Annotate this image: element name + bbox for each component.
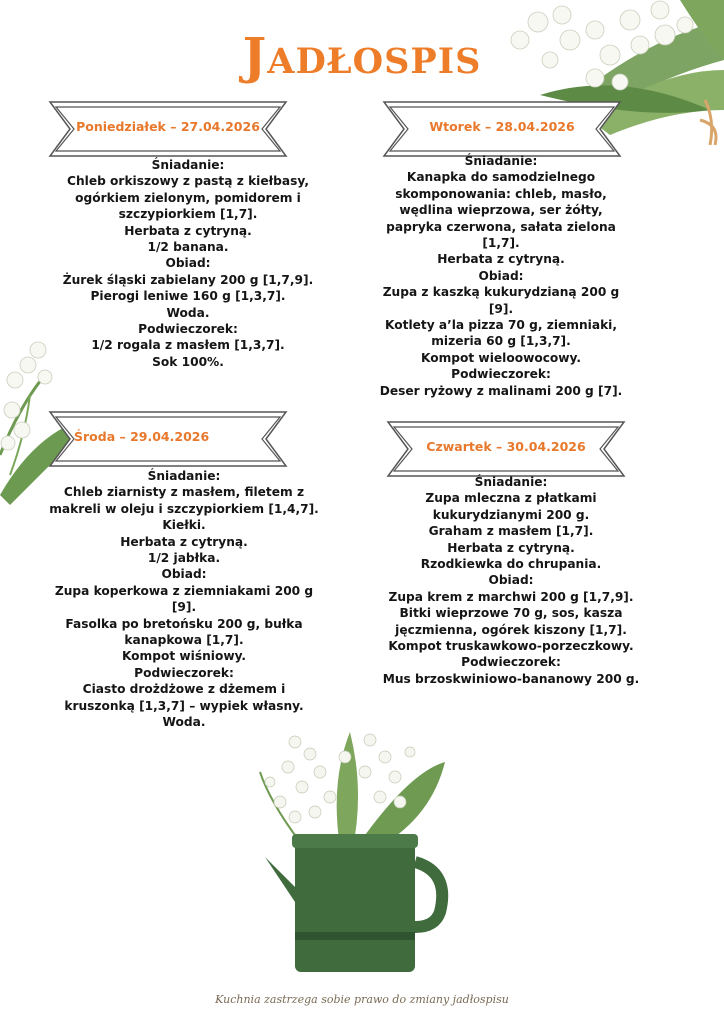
day-banner-monday xyxy=(48,100,288,158)
menu-line: Herbata z cytryną. xyxy=(437,252,565,267)
day-banner-wednesday xyxy=(48,410,288,468)
menu-line: Obiad: xyxy=(478,268,524,283)
menu-line: Śniadanie: xyxy=(147,469,221,483)
menu-line: Chleb orkiszowy z pastą z kiełbasy, xyxy=(67,174,309,189)
menu-line: szczypiorkiem [1,7]. xyxy=(118,207,258,222)
menu-line: Fasolka po bretońsku 200 g, bułka xyxy=(65,616,303,631)
menu-line: Woda. xyxy=(162,715,206,730)
menu-line: Żurek śląski zabielany 200 g [1,7,9]. xyxy=(62,272,314,287)
menu-line: 1/2 jabłka. xyxy=(147,551,221,566)
menu-line: [9]. xyxy=(171,600,197,615)
menu-line: jęczmienna, ogórek kiszony [1,7]. xyxy=(395,622,627,637)
day-date: Wtorek – 28.04.2026 xyxy=(429,119,575,134)
day-banner-tuesday xyxy=(382,100,622,158)
menu-tuesday xyxy=(351,153,651,399)
menu-line: Kompot truskawkowo-porzeczkowy. xyxy=(388,639,634,654)
day-date: Środa – 29.04.2026 xyxy=(74,429,210,444)
menu-line: Herbata z cytryną. xyxy=(124,223,252,238)
menu-line: Rzodkiewka do chrupania. xyxy=(420,557,602,572)
menu-line: Zupa koperkowa z ziemniakami 200 g xyxy=(54,583,314,598)
menu-line: Zupa mleczna z płatkami xyxy=(425,491,597,506)
menu-line: kruszonką [1,3,7] – wypiek własny. xyxy=(64,698,304,713)
footer-note: Kuchnia zastrzega sobie prawo do zmiany jadłospisu xyxy=(215,993,509,1006)
menu-line: Zupa z kaszką kukurydzianą 200 g xyxy=(382,285,620,300)
menu-line: 1/2 rogala z masłem [1,3,7]. xyxy=(91,338,285,353)
menu-line: Sok 100%. xyxy=(152,354,224,369)
day-date: Poniedziałek – 27.04.2026 xyxy=(76,119,260,134)
menu-line: Podwieczorek: xyxy=(138,322,238,337)
menu-line: Chleb ziarnisty z masłem, filetem z xyxy=(63,485,305,500)
menu-line: Obiad: xyxy=(161,567,207,582)
menu-line: makreli w oleju i szczypiorkiem [1,4,7]. xyxy=(49,501,319,516)
menu-line: wędlina wieprzowa, ser żółty, xyxy=(399,203,603,218)
menu-line: Śniadanie: xyxy=(464,154,538,168)
menu-line: Kompot wiśniowy. xyxy=(121,649,247,664)
day-banner-thursday xyxy=(386,420,626,478)
menu-line: Kanapka do samodzielnego xyxy=(406,170,596,185)
menu-monday xyxy=(38,157,338,370)
menu-line: Podwieczorek: xyxy=(134,665,234,680)
menu-thursday xyxy=(361,474,661,687)
menu-line: Kompot wieloowocowy. xyxy=(420,350,582,365)
page-title: Jadłospis xyxy=(242,26,482,85)
menu-line: Herbata z cytryną. xyxy=(447,540,575,555)
menu-line: Graham z masłem [1,7]. xyxy=(428,524,594,539)
menu-line: ogórkiem zielonym, pomidorem i xyxy=(75,190,301,205)
menu-line: Bitki wieprzowe 70 g, sos, kasza xyxy=(399,606,623,621)
day-date: Czwartek – 30.04.2026 xyxy=(426,439,586,454)
menu-line: Ciasto drożdżowe z dżemem i xyxy=(82,682,286,697)
menu-line: Zupa krem z marchwi 200 g [1,7,9]. xyxy=(388,589,634,604)
menu-line: mizeria 60 g [1,3,7]. xyxy=(431,334,571,349)
menu-line: skomponowania: chleb, masło, xyxy=(395,186,607,201)
menu-line: Śniadanie: xyxy=(474,475,548,489)
menu-line: Pierogi leniwe 160 g [1,3,7]. xyxy=(90,289,286,304)
menu-line: Podwieczorek: xyxy=(461,655,561,670)
menu-line: kanapkowa [1,7]. xyxy=(124,633,244,648)
menu-line: Obiad: xyxy=(488,573,534,588)
menu-line: Woda. xyxy=(166,305,210,320)
menu-line: kukurydzianymi 200 g. xyxy=(432,507,590,522)
watering-can-bouquet-illustration xyxy=(240,712,470,977)
menu-line: papryka czerwona, sałata zielona xyxy=(386,219,616,234)
menu-line: [9]. xyxy=(488,301,514,316)
menu-line: Deser ryżowy z malinami 200 g [7]. xyxy=(379,383,623,398)
menu-line: Mus brzoskwiniowo-bananowy 200 g. xyxy=(382,671,640,686)
menu-line: [1,7]. xyxy=(482,236,520,251)
menu-wednesday xyxy=(34,468,334,731)
menu-line: Podwieczorek: xyxy=(451,367,551,382)
menu-line: Kotlety a’la pizza 70 g, ziemniaki, xyxy=(385,318,617,333)
menu-line: Obiad: xyxy=(165,256,211,271)
menu-line: Kiełki. xyxy=(162,518,206,533)
menu-line: 1/2 banana. xyxy=(147,240,229,255)
menu-line: Herbata z cytryną. xyxy=(120,534,248,549)
menu-line: Śniadanie: xyxy=(151,158,225,172)
